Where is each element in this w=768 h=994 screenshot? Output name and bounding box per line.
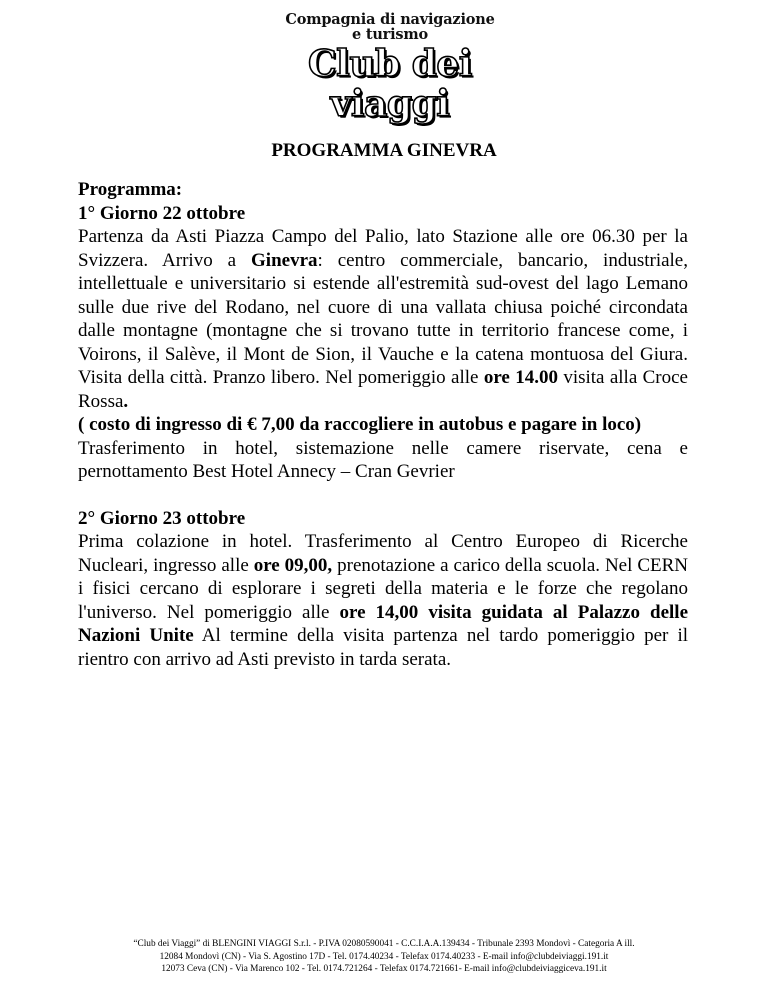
day2-visit: ore 14,00 visita guidata al Palazzo delle Nazioni Unite	[78, 601, 689, 646]
paragraph-gap	[78, 484, 688, 507]
page-footer	[0, 938, 768, 976]
program-content	[78, 178, 688, 671]
page-title: PROGRAMMA GINEVRA	[271, 140, 497, 161]
day2-paragraph	[78, 530, 688, 671]
footer-line2: 12084 Mondovì (CN) - Via S. Agostino 17D - Tel. 0174.40234 - Telefax 0174.40233 - E-mail info@clubdeiviaggi.191.it	[159, 951, 609, 962]
day2-text-a: Prima colazione in hotel. Trasferimento al Centro Europeo di Ricerche Nucleari, ingresso alle	[78, 531, 688, 576]
day2-text-c: prenotazione a carico della scuola. Nel CERN i fisici cercano di esplorare i segreti della materia e le forze che regolano l'universo. Nel pomeriggio alle	[78, 554, 689, 623]
day1-period: .	[123, 390, 129, 412]
program-label: Programma:	[78, 179, 183, 200]
day1-heading: 1° Giorno 22 ottobre	[78, 202, 246, 224]
day1-paragraph	[78, 225, 688, 413]
day2-time: ore 09,00,	[253, 554, 333, 576]
day2-text-e: Al termine della visita partenza nel tardo pomeriggio per il rientro con arrivo ad Asti previsto in tarda serata.	[78, 625, 689, 670]
day1-time: ore 14.00	[483, 367, 558, 388]
day1-city: Ginevra	[251, 249, 318, 271]
day1-text-e: visita alla Croce Rossa	[78, 367, 688, 412]
company-logo	[260, 11, 520, 125]
footer-line3: 12073 Ceva (CN) - Via Marenco 102 - Tel. 0174.721264 - Telefax 0174.721661- E-mail info@clubdeiviaggiceva.191.it	[161, 964, 607, 974]
logo-name: Club dei viaggi	[308, 43, 472, 125]
day1-text-c: : centro commerciale, bancario, industriale, intellettuale e universitario si estende all'estremità sud-ovest del lago Lemano sulle due rive del Rodano, nel cuore di una vallata chiusa poiché circondata dalle montagne (montagne che si trovano tutte in territorio francese come, i Voirons, il Salève, il Mont de Sion, il Vauche e la catena montuosa del Giura. Visita della città. Pranzo libero. Nel pomeriggio alle	[78, 249, 688, 388]
day1-cost-note: ( costo di ingresso di € 7,00 da raccogliere in autobus e pagare in loco)	[78, 414, 642, 435]
day1-hotel-paragraph: Trasferimento in hotel, sistemazione nelle camere riservate, cena e pernottamento Best Hotel Annecy – Cran Gevrier	[78, 437, 688, 482]
footer-line1: “Club dei Viaggi” di BLENGINI VIAGGI S.r.l. - P.IVA 02080590041 - C.C.I.A.A.139434 - Tribunale 2393 Mondovì - Categoria A ill.	[133, 939, 635, 949]
day1-text-a: Partenza da Asti Piazza Campo del Palio, lato Stazione alle ore 06.30 per la Svizzera. Arrivo a	[78, 226, 688, 271]
logo-subtitle-line1: Compagnia di navigazione	[285, 11, 495, 28]
day2-heading: 2° Giorno 23 ottobre	[78, 507, 246, 529]
logo-subtitle-line2: e turismo	[351, 26, 429, 43]
